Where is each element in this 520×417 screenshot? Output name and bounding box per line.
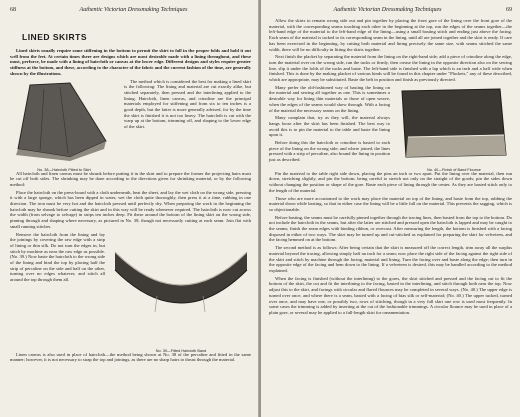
left-paragraph-4: Place the haircloth on the press-board with a cloth underneath, heat the sheet, and lay the wet cloth on the wrong side, pressing it with a large sponge, which has been dipped in water, wet the cloth quite thoroughly, then press it at a time, rubbing in one direction. The iron must be very hot and the haircloth pressed until perfectly dry. When preparing the work in the beginning the haircloth may be shrunk before cutting the skirt and in this way will be ready whenever required. The haircloth is now cut across the width (from selvage to selvage) in strips ten inches deep. Fit these around the bottom of the lining skirt on the wrong side, pinning through and shaping where necessary, as pictured in No. 38, though not necessarily cutting at each seam. Join flat with small running stitches. <box>10 189 251 229</box>
haircloth-skirt-illustration <box>10 79 118 163</box>
right-paragraph-6: Pin the material to the table right side down, placing the pins an inch or two apart. Put the lining over the material, then run down, stretching slightly, and pin the bottom, being careful to stretch not only on the straight of the goods; pin the sides down without changing the position or shape of the gore. Baste each piece of lining through the center. As they are basted stitch only to the length of the material. <box>269 170 512 193</box>
left-paragraph-1: Lined skirts usually require some stiffening in the bottom to permit the skirt to fall in the proper folds and hold it out well from the feet. At certain times there are designs which are most desirable made with a lining throughout, and these must, perforce, be made with a lining of haircloth or canvas at the lower edge. Different designs and styles require greater stiffness at the bottom, and these, according to the character of the fabric and the current fashion of the time, are generally shown by the illustrations. <box>10 48 251 76</box>
band-flounce-illustration <box>396 85 512 163</box>
figure-38-caption: No. 38—Haircloth Fitted to Skirt <box>37 167 91 172</box>
right-paragraph-9: The second method is as follows: After being certain that the skirt is measured off the correct length, trim away all the surplus material beyond the tracing, allowing simply half an inch for a seam; now place the right side of the facing against the right side of the skirt and stitch by machine through the facing, material and lining. Turn the facing over and baste along the edge; then turn in the opposite edge of the facing and hem down to the lining. If a velveteen is desired, this may be handled according to the method explained. <box>269 245 512 273</box>
figure-38 <box>10 79 118 171</box>
right-paragraph-2: Next finish the placket by separating the material from the lining on the right-hand side; add a piece of crinoline along the edge, turn the material over on the wrong side, run the tucks or firmly, then crease the lining in the opposite direction also on the sewing line, slip it under the folds of the tucks and baste. The left-hand side is finished with a lap which is an inch and a half wide when finished. This is done by the making placket of various kinds will be found in this chapter under "Plackets," any of these described, which are appropriate, may be substituted. Baste the belt in position and finish as previously directed. <box>269 54 512 83</box>
right-paragraph-3: Many prefer the old-fashioned way of basting the lining on the material and sewing all together as one. This is sometimes a desirable way for lining thin materials or those of open weave, when the edges of the seams would show through. With a facing of the material the necessary seams on the lining. <box>269 84 390 113</box>
figure-40-caption: No. 40—Finish of Band Flounce <box>427 167 481 172</box>
right-paragraph-7: Those who are more accustomed to the work may place the material on top of the lining, and baste from the top, rubbing the material down while basting, so that in either case the lining will be a little full on the material. This prevents the sagging, which is so objectionable. <box>269 195 512 212</box>
right-paragraph-1: Allow the skirts to remain wrong side out and pin together by placing the front gore of the lining over the front gore of the material, with the corresponding seams touching each other in the beginning at the top, run the edges of the seams together—the left-hand edge of the material to the left-hand edge of the lining—using a small basting stitch and ending just above the facing. Each seam of the material is tacked to its corresponding seam in the lining, until all are joined together and the skirt is ready. If care has been exercised in the beginning, by cutting both material and lining precisely the same size, with seams stitched the same width, there will be no difficulty in fitting the skirts together. <box>269 18 512 52</box>
haircloth-band-illustration <box>111 232 251 344</box>
right-paragraph-5: Before doing this the haircloth or crinoline is basted to each piece of the lining on the wrong side; and where joined, the lines pressed with a strip of percaline, also bound the lining in position just as described. <box>269 140 390 163</box>
left-book-title: Authentic Victorian Dressmaking Techniques <box>79 7 188 13</box>
left-page <box>0 0 259 417</box>
left-running-head <box>10 6 251 14</box>
left-paragraph-2: The method which is considered the best for making a lined skirt is the following: The lining and material are cut exactly alike, but stitched separately, then pressed and the interlining applied to the lining. Haircloth, linen canvas, and crinoline are the principal materials employed for stiffening and from six to ten inches is a good depth, but the latter is more generally advised, for by the time the skirt is finished it is not too heavy. The haircloth is cut with the warp up at the bottom, trimming off, and shaping to the lower edge of the skirt. <box>124 78 251 130</box>
right-paragraph-8: Before basting, the seams must be carefully pinned together through the tracing lines, then basted from the top to the bottom. Do not include the haircloth in the seams, but after the latter are stitched and pressed open the haircloth is lapped and may be caught to the seams; finish the seam edges with binding ribbon, or overcast. After measuring the length, the bottom is finished with a facing disposed in either of two ways. The skirt may be turned up and cut-stitched as explained for preparing the skirt for velveteen, and the facing hemmed on at the bottom. <box>269 214 512 243</box>
figure-39 <box>111 232 251 352</box>
section-title: LINED SKIRTS <box>22 32 88 42</box>
right-book-title: Authentic Victorian Dressmaking Techniques <box>333 7 442 13</box>
left-paragraph-6: Linen canvas is also used in place of haircloth—the method being shown at No. 38 of the percaline and fitted in the same manner; however, it is not necessary to strap the top and joinings, as there are no sharp hairs to thrust through the material. <box>10 351 251 363</box>
left-paragraph-5: Remove the haircloth from the lining and lay the joinings by covering the raw edge with a strip of lining or thin silk. Do not turn the edges in, but stitch by machine as near the raw edge as possible. (No. 39.) Now baste the haircloth to the wrong side of the lining and bind the top by placing half the strip of percaline on the side and half on the other, turning over no edges whatever, and stitch all around the top through them all. <box>10 231 105 283</box>
right-page-number: 69 <box>506 7 512 13</box>
right-paragraph-4: Many complain that, try as they will, the material always hangs loose after the skirt has been finished. The best way to avoid this is to pin the material to the table and baste the lining upon it. <box>269 115 390 138</box>
right-page <box>261 0 520 417</box>
figure-40 <box>396 85 512 171</box>
right-paragraph-10: When the facing is finished (without the interlining) to the gores, the skirt stitched and pressed and the facing cut to fit the bottom of the skirt, the cut and fit the interlining to the facing, basted in the interlining, and stitch through both near the top. Now adjust this to the skirt, and facings with circular and flared flounces may be completed in several ways. (No. 40.) The upper edge is turned over once, and where there is a seam, basted with a facing of bias silk or self-material; (No. 40.) The upper tucked, turned over once, and may have one, or possibly two, rows of stitching, though in a very full skirt one row is used most frequently. In some cases the trimming is added by inserting at the cut of the fashionable trimmings. A circular flounce may be used in place of a plain gore, or several may be applied to a full-length skirt for ornamentation. <box>269 275 512 315</box>
left-page-number: 68 <box>10 7 16 13</box>
right-running-head <box>269 6 512 14</box>
figure-39-caption: No. 39—Fitted Haircloth Band <box>155 348 207 353</box>
left-paragraph-3: All haircloth and linen canvas must be shrunk before putting it in the skirt and to prepare the former the projecting hairs must be cut off both sides. The shrinking may be done according to the directions given for shrinking material, or by the following method: <box>10 170 251 187</box>
